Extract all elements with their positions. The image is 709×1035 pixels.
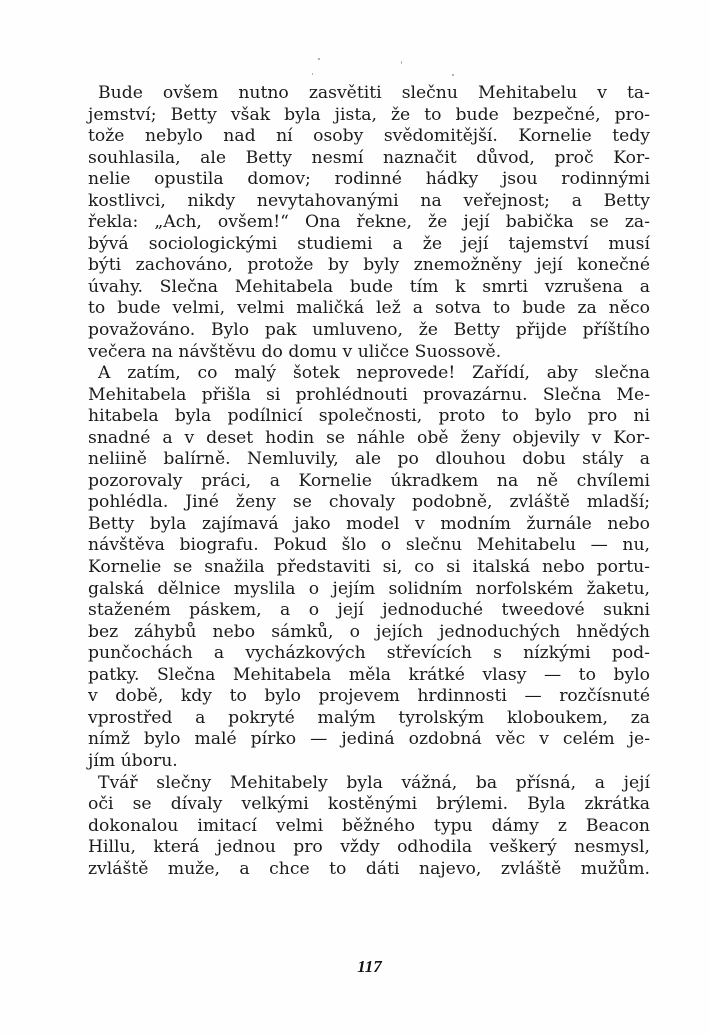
text-line: A zatím, co malý šotek neprovede! Zařídí, aby slečna xyxy=(98,363,650,384)
body-text xyxy=(88,83,650,880)
text-line: považováno. Bylo pak umluveno, že Betty přijde příštího xyxy=(88,320,650,341)
text-line: bývá sociologickými studiemi a že její tajemství musí xyxy=(88,233,650,254)
text-line: snadné a v deset hodin se náhle obě ženy objevily v Kor- xyxy=(88,427,650,448)
text-line: bez záhybů nebo sámků, o jejích jednoduchých hnědých xyxy=(88,621,650,642)
text-line: býti zachováno, protože by byly znemožněny její konečné xyxy=(88,255,650,276)
page-number: 117 xyxy=(357,957,382,976)
text-line: jím úboru. xyxy=(88,750,178,771)
text-line: tože nebylo nad ní osoby svědomitější. Kornelie tedy xyxy=(88,126,650,147)
text-line: Tvář slečny Mehitabely byla vážná, ba přísná, a její xyxy=(98,772,650,793)
text-line: Mehitabela přišla si prohlédnouti provazárnu. Slečna Me- xyxy=(88,384,650,405)
text-line: jemství; Betty však byla jista, že to bude bezpečné, pro- xyxy=(88,104,650,125)
scan-speck xyxy=(401,61,402,64)
text-line: pozorovaly práci, a Kornelie úkradkem na ně chvílemi xyxy=(88,470,650,491)
paragraph-2 xyxy=(88,363,650,772)
text-line: dokonalou imitací velmi běžného typu dámy z Beacon xyxy=(88,815,650,836)
text-line: oči se dívaly velkými kostěnými brýlemi. Byla zkrátka xyxy=(88,794,650,815)
text-line: řekla: „Ach, ovšem!“ Ona řekne, že její babička se za- xyxy=(88,212,650,233)
paragraph-3 xyxy=(88,773,650,881)
text-line: hitabela byla podílnicí společnosti, proto to bylo pro ni xyxy=(88,406,650,427)
paragraph-1 xyxy=(88,83,650,363)
text-line: vprostřed a pokryté malým tyrolským kloboukem, za xyxy=(88,707,650,728)
text-line: nelie opustila domov; rodinné hádky jsou rodinnými xyxy=(88,169,650,190)
text-line: to bude velmi, velmi maličká lež a sotva to bude za něco xyxy=(88,298,650,319)
text-line: Hillu, která jednou pro vždy odhodila veškerý nesmysl, xyxy=(88,837,650,858)
text-line: večera na návštěvu do domu v uličce Suossově. xyxy=(88,341,502,362)
scan-speck xyxy=(318,58,320,60)
text-line: souhlasila, ale Betty nesmí naznačit důvod, proč Kor- xyxy=(88,147,650,168)
text-line: nímž bylo malé pírko — jediná ozdobná věc v celém je- xyxy=(88,729,650,750)
text-line: pohlédla. Jiné ženy se chovaly podobně, zvláště mladší; xyxy=(88,492,650,513)
text-line: úvahy. Slečna Mehitabela bude tím k smrti vzrušena a xyxy=(88,276,650,297)
text-line: Bude ovšem nutno zasvětiti slečnu Mehitabelu v ta- xyxy=(98,83,650,103)
text-line: neliině balírně. Nemluvily, ale po dlouhou dobu stály a xyxy=(88,449,650,470)
text-line: galská dělnice myslila o jejím solidním norfolském žaketu, xyxy=(88,578,650,599)
scan-speck xyxy=(452,74,454,76)
text-line: patky. Slečna Mehitabela měla krátké vlasy — to bylo xyxy=(88,664,650,685)
text-line: návštěva biografu. Pokud šlo o slečnu Mehitabelu — nu, xyxy=(88,535,650,556)
text-line: zvláště muže, a chce to dáti najevo, zvláště mužům. xyxy=(88,858,650,879)
text-line: Betty byla zajímavá jako model v modním žurnále nebo xyxy=(88,513,650,534)
text-line: kostlivci, nikdy nevytahovanými na veřejnost; a Betty xyxy=(88,190,650,211)
text-line: punčochách a vycházkových střevících s nízkými pod- xyxy=(88,643,650,664)
text-line: Kornelie se snažila představiti si, co si italská nebo portu- xyxy=(88,557,650,578)
text-line: staženém páskem, a o její jednoduché tweedové sukni xyxy=(88,600,650,621)
text-line: v době, kdy to bylo projevem hrdinnosti — rozčísnuté xyxy=(88,686,650,707)
scan-speck xyxy=(312,73,313,75)
